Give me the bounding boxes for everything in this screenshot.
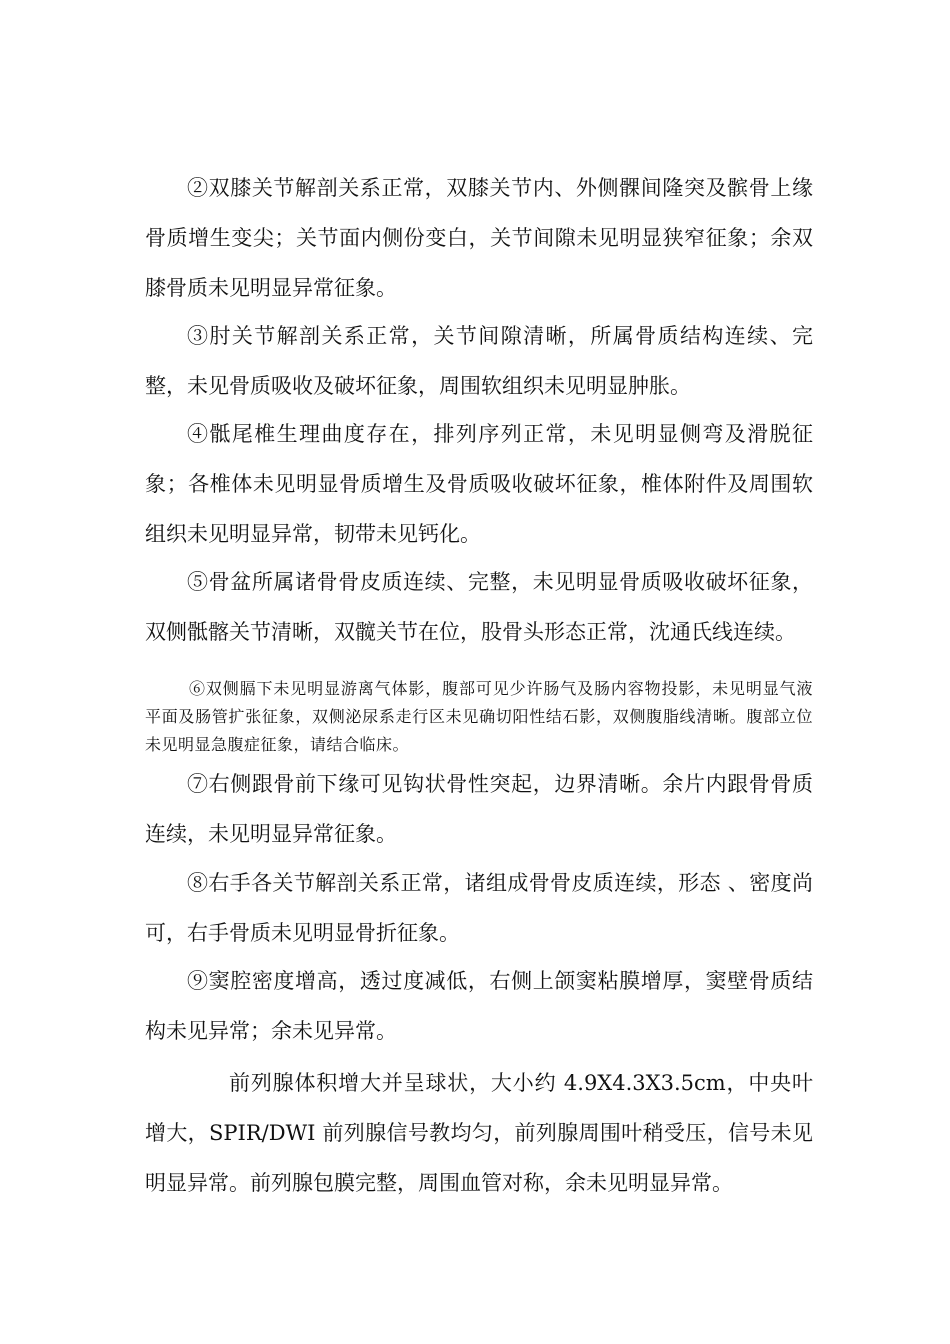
paragraph-sinus: ⑨窦腔密度增高，透过度减低，右侧上颌窦粘膜增厚，窦壁骨质结构未见异常；余未见异常。 bbox=[145, 969, 813, 1043]
paragraph-calcaneus: ⑦右侧跟骨前下缘可见钩状骨性突起，边界清晰。余片内跟骨骨质连续，未见明显异常征象。 bbox=[145, 772, 813, 846]
paragraph-sacrococcygeal: ④骶尾椎生理曲度存在，排列序列正常，未见明显侧弯及滑脱征象；各椎体未见明显骨质增生及骨质吸收破坏征象，椎体附件及周围软组织未见明显异常，韧带未见钙化。 bbox=[145, 422, 813, 546]
paragraph-knee: ②双膝关节解剖关系正常，双膝关节内、外侧髁间隆突及髌骨上缘骨质增生变尖；关节面内侧份变白，关节间隙未见明显狭窄征象；余双膝骨质未见明显异常征象。 bbox=[145, 176, 813, 300]
paragraph-right-hand: ⑧右手各关节解剖关系正常，诸组成骨骨皮质连续，形态 、密度尚可，右手骨质未见明显骨折征象。 bbox=[145, 871, 813, 945]
paragraph-prostate: 前列腺体积增大并呈球状，大小约 4.9X4.3X3.5cm，中央叶增大，SPIR/DWI 前列腺信号教均匀，前列腺周围叶稍受压，信号未见明显异常。前列腺包膜完整，周围血管对称，余未见明显异常。 bbox=[145, 1071, 813, 1195]
paragraph-elbow: ③肘关节解剖关系正常，关节间隙清晰，所属骨质结构连续、完整，未见骨质吸收及破坏征象，周围软组织未见明显肿胀。 bbox=[145, 324, 813, 398]
paragraph-abdomen: ⑥双侧膈下未见明显游离气体影，腹部可见少许肠气及肠内容物投影，未见明显气液平面及肠管扩张征象，双侧泌尿系走行区未见确切阳性结石影，双侧腹脂线清晰。腹部立位未见明显急腹症征象，请结合临床。 bbox=[145, 679, 813, 754]
paragraph-pelvis: ⑤骨盆所属诸骨骨皮质连续、完整，未见明显骨质吸收破坏征象，双侧骶髂关节清晰，双髋关节在位，股骨头形态正常，沈通氏线连续。 bbox=[145, 570, 813, 644]
